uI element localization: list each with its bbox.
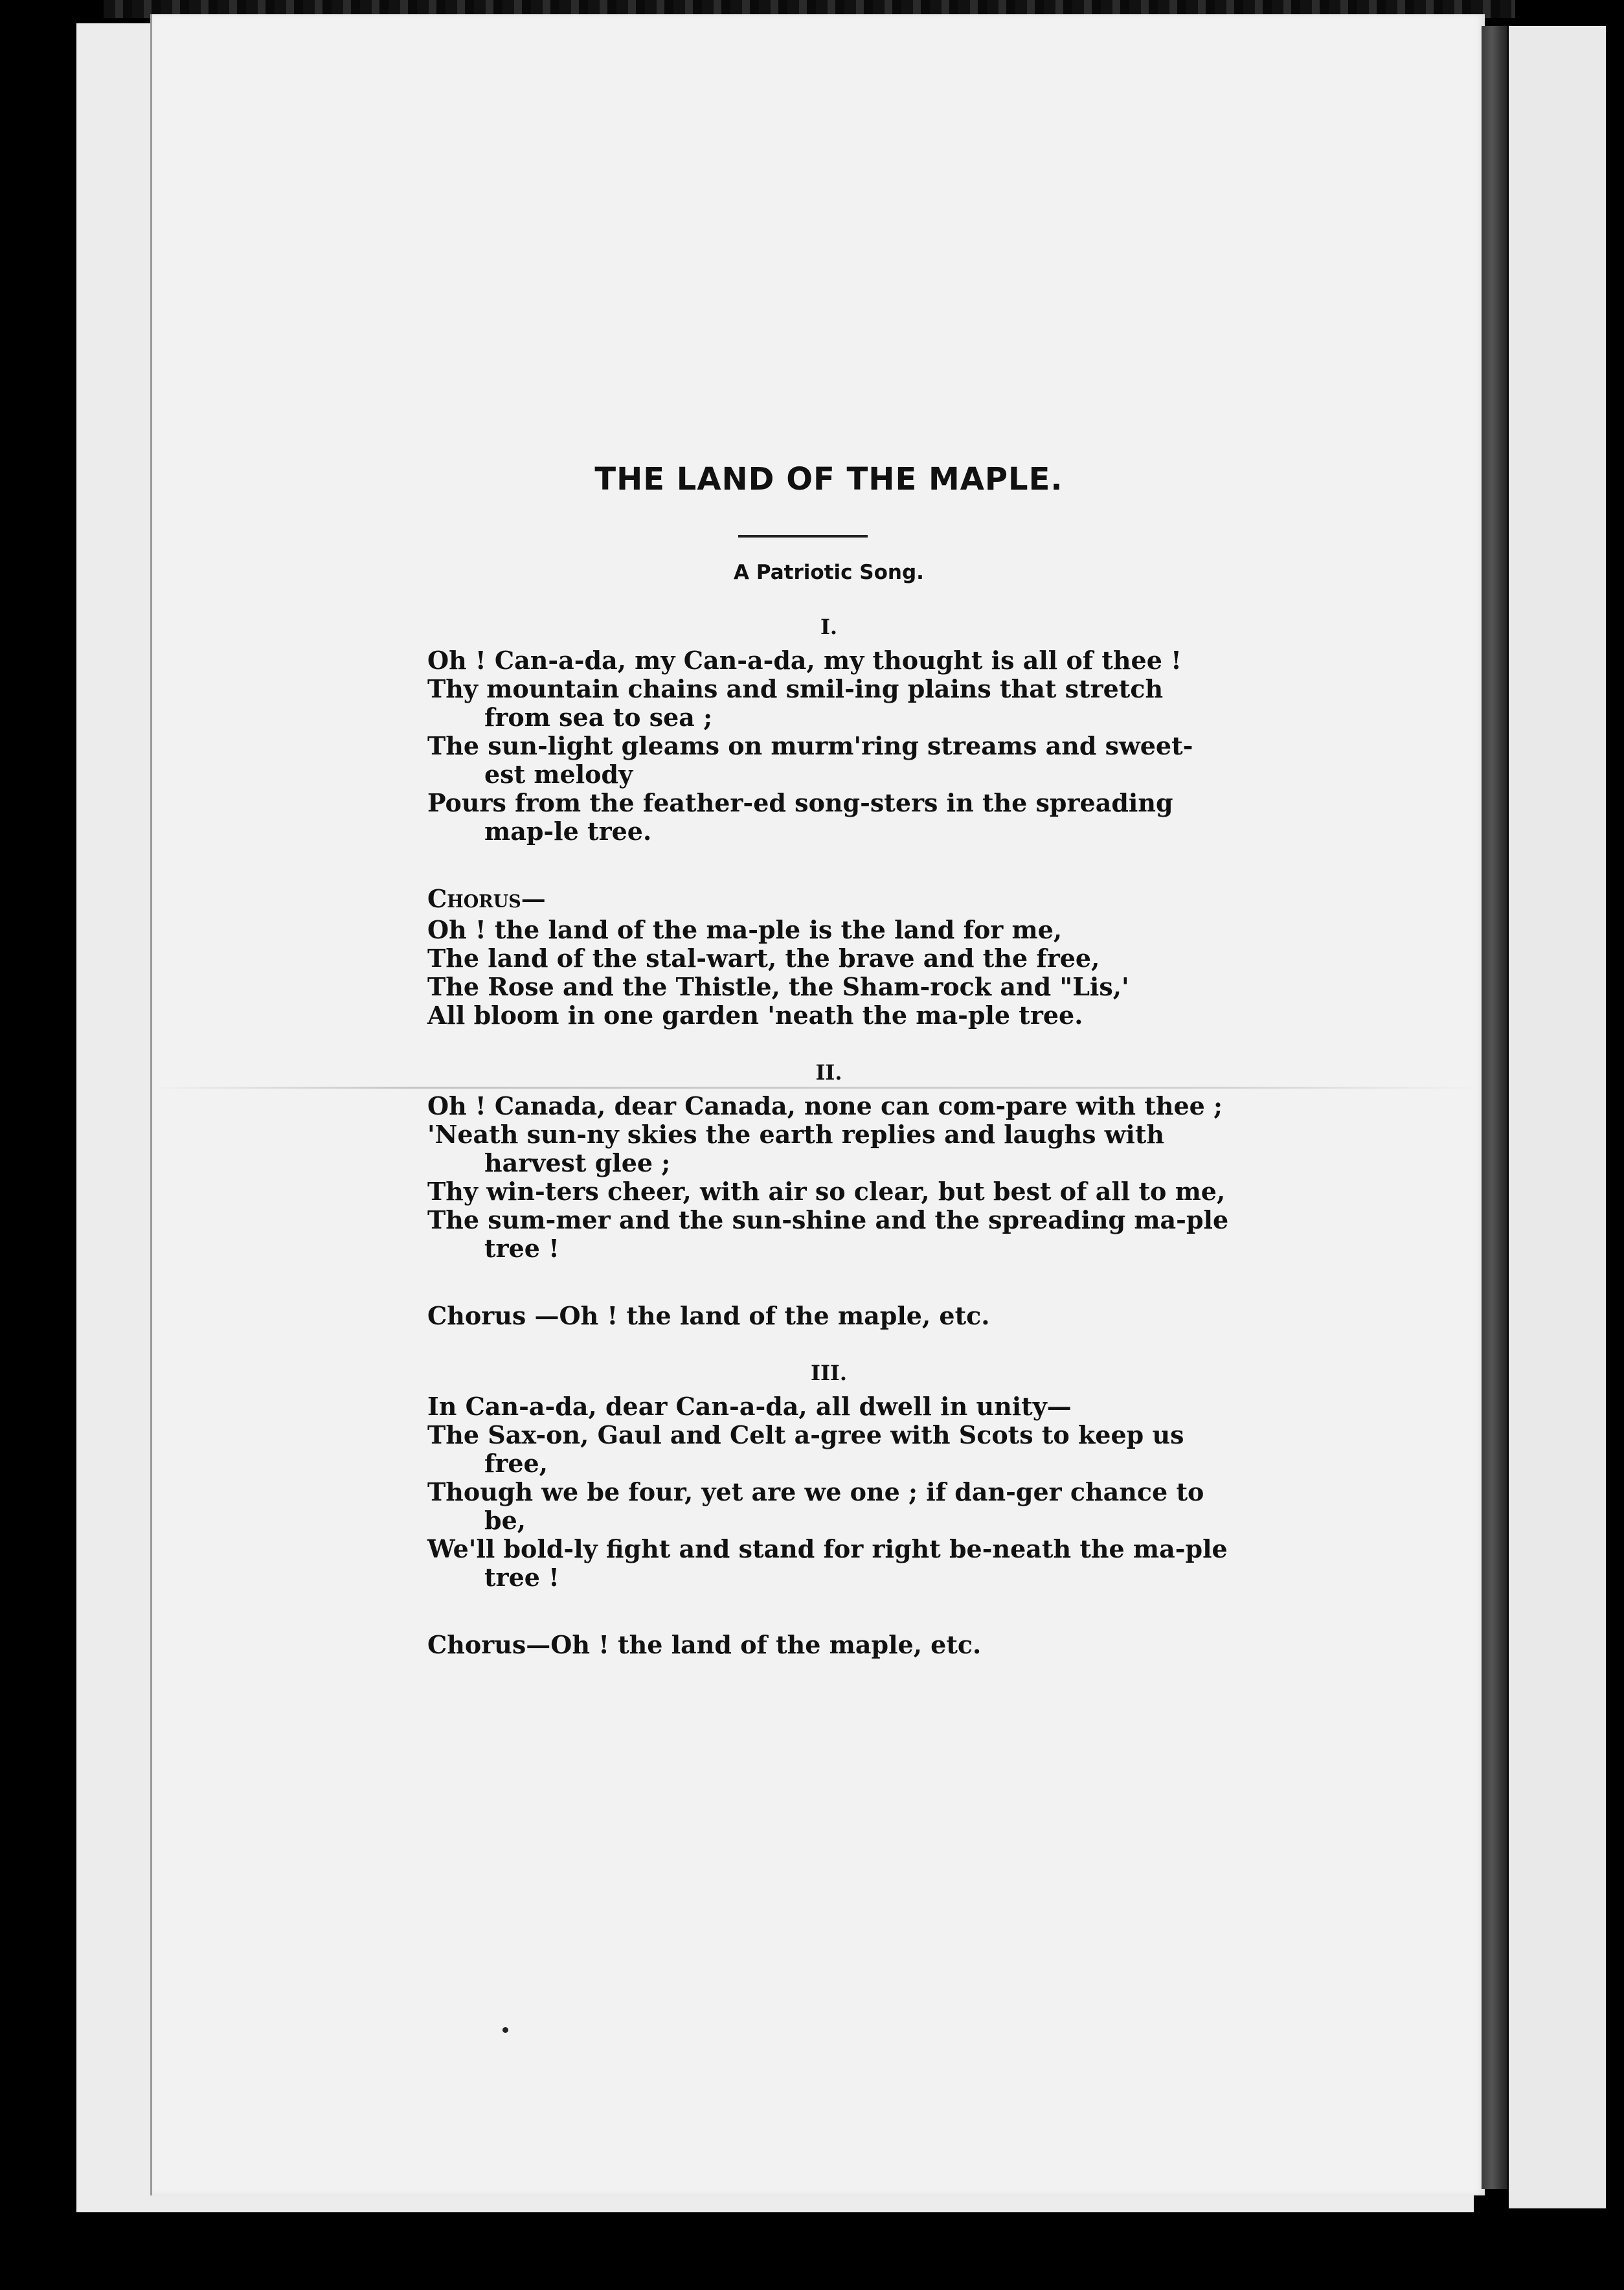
song-subtitle: A Patriotic Song.: [734, 561, 924, 584]
chorus-line: All bloom in one garden 'neath the ma-ple tree.: [427, 1001, 1083, 1030]
lyric-line: The sun-light gleams on murm'ring streams and sweet-est melody: [427, 731, 1193, 789]
chorus-line: Oh ! the land of the ma-ple is the land for me,: [427, 915, 1063, 944]
verse-number: I.: [820, 615, 838, 639]
verse-3: [427, 1392, 1230, 1592]
lyric-line: Pours from the feather-ed song-sters in the spreading map-le tree.: [427, 788, 1173, 846]
lyrics-body: [427, 613, 1230, 1688]
lyric-line: We'll bold-ly fight and stand for right be-neath the ma-ple tree !: [427, 1534, 1228, 1592]
ink-speck: [502, 2027, 508, 2033]
verse-number: III.: [810, 1361, 848, 1385]
lyric-line: The Sax-on, Gaul and Celt a-gree with Scots to keep us free,: [427, 1420, 1184, 1478]
chorus-label: Chorus—: [427, 884, 546, 913]
verse-2: [427, 1092, 1230, 1263]
lyric-line: Thy mountain chains and smil-ing plains that stretch from sea to sea ;: [427, 674, 1164, 732]
lyric-line: Thy win-ters cheer, with air so clear, but best of all to me,: [427, 1177, 1226, 1206]
chorus-reference: Chorus —Oh ! the land of the maple, etc.: [427, 1301, 990, 1330]
page-spine-shadow: [1482, 26, 1507, 2189]
adjacent-page-edge: [1509, 26, 1606, 2208]
lyric-line: Though we be four, yet are we one ; if dan-ger chance to be,: [427, 1477, 1204, 1535]
song-title: THE LAND OF THE MAPLE.: [594, 461, 1063, 497]
lyric-line: In Can-a-da, dear Can-a-da, all dwell in unity—: [427, 1392, 1072, 1421]
chorus-line: The land of the stal-wart, the brave and the free,: [427, 944, 1100, 973]
lyric-line: Oh ! Can-a-da, my Can-a-da, my thought is all of thee !: [427, 646, 1182, 675]
lyric-line: The sum-mer and the sun-shine and the spreading ma-ple tree !: [427, 1205, 1229, 1263]
lyric-line: 'Neath sun-ny skies the earth replies and laughs with harvest glee ;: [427, 1120, 1165, 1177]
chorus-reference: Chorus—Oh ! the land of the maple, etc.: [427, 1630, 982, 1659]
verse-1: [427, 646, 1230, 846]
chorus: [427, 885, 1230, 1030]
lyric-line: Oh ! Canada, dear Canada, none can com-pare with thee ;: [427, 1091, 1223, 1120]
chorus-line: The Rose and the Thistle, the Sham-rock and "Lis,': [427, 972, 1129, 1001]
verse-number: II.: [815, 1060, 842, 1085]
title-underline: [738, 535, 868, 538]
